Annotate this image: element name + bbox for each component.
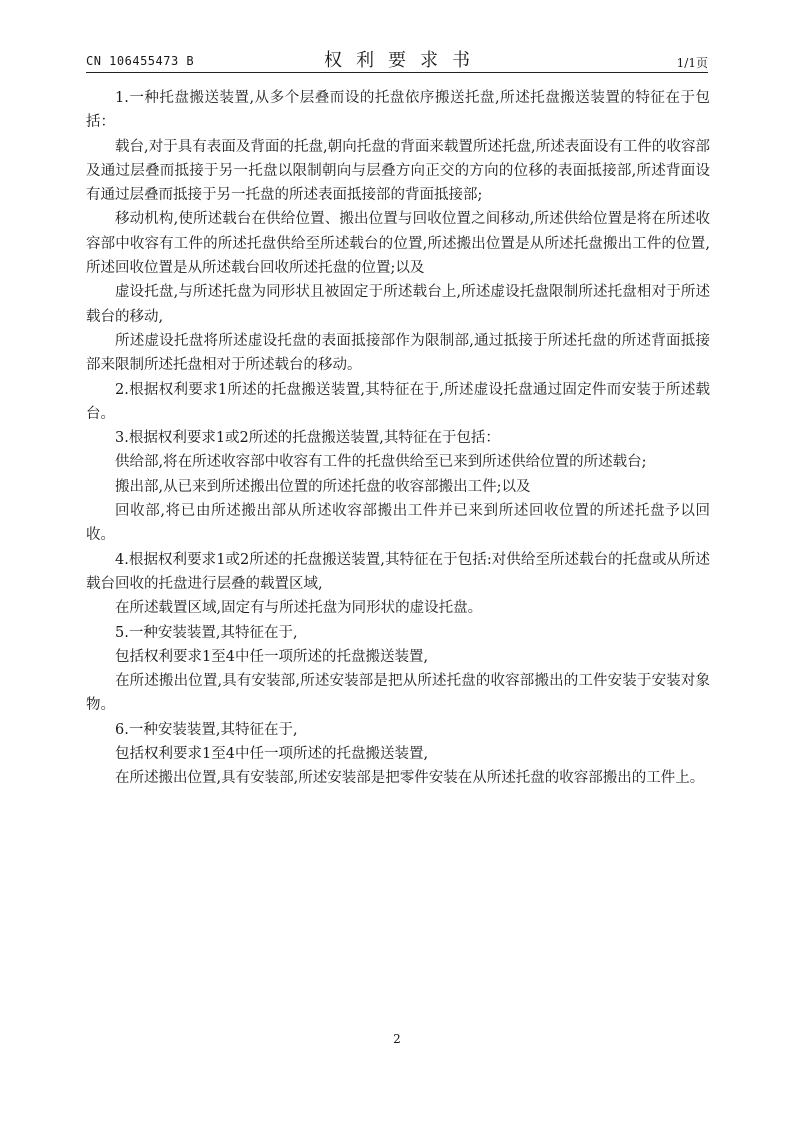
claim-paragraph: 包括权利要求1至4中任一项所述的托盘搬送装置, (115, 648, 429, 665)
claim-paragraph: 4.根据权利要求1或2所述的托盘搬送装置,其特征在于包括:对供给至所述载台的托盘或从所述载台回收的托盘进行层叠的载置区域, (86, 551, 710, 592)
header-divider (86, 72, 708, 73)
claim-paragraph: 载台,对于具有表面及背面的托盘,朝向托盘的背面来载置所述托盘,所述表面设有工件的收容部及通过层叠而抵接于另一托盘以限制朝向与层叠方向正交的方向的位移的表面抵接部,所述背面设有通过层叠而抵接于另一托盘的所述表面抵接部的背面抵接部; (86, 138, 710, 204)
claim-paragraph: 供给部,将在所述收容部中收容有工件的托盘供给至已来到所述供给位置的所述载台; (115, 454, 647, 471)
claim-paragraph: 移动机构,使所述载台在供给位置、搬出位置与回收位置之间移动,所述供给位置是将在所述收容部中收容有工件的所述托盘供给至所述载台的位置,所述搬出位置是从所述托盘搬出工件的位置,所述回收位置是从所述载台回收所述托盘的位置;以及 (86, 211, 710, 277)
page-number: 2 (393, 1032, 401, 1046)
claim-paragraph: 虚设托盘,与所述托盘为同形状且被固定于所述载台上,所述虚设托盘限制所述托盘相对于所述载台的移动, (86, 284, 710, 325)
claim-paragraph: 搬出部,从已来到所述搬出位置的所述托盘的收容部搬出工件;以及 (115, 478, 531, 495)
claim-paragraph: 3.根据权利要求1或2所述的托盘搬送装置,其特征在于包括： (115, 430, 500, 447)
claim-paragraph: 6.一种安装装置,其特征在于, (115, 721, 298, 738)
claim-paragraph: 5.一种安装装置,其特征在于, (115, 624, 298, 641)
patent-number: CN 106455473 B (86, 54, 195, 68)
claim-paragraph: 在所述搬出位置,具有安装部,所述安装部是把零件安装在从所述托盘的收容部搬出的工件上。 (115, 770, 705, 787)
page-header (86, 44, 708, 72)
claims-body (86, 86, 710, 791)
claim-paragraph: 包括权利要求1至4中任一项所述的托盘搬送装置, (115, 746, 429, 763)
page-count: 1/1页 (676, 56, 708, 70)
claim-paragraph: 回收部,将已由所述搬出部从所述收容部搬出工件并已来到所述回收位置的所述托盘予以回收。 (86, 503, 710, 544)
claim-paragraph: 2.根据权利要求1所述的托盘搬送装置,其特征在于,所述虚设托盘通过固定件而安装于所述载台。 (86, 381, 710, 422)
claim-paragraph: 1.一种托盘搬送装置,从多个层叠而设的托盘依序搬送托盘,所述托盘搬送装置的特征在于包括： (86, 90, 710, 131)
claim-paragraph: 在所述搬出位置,具有安装部,所述安装部是把从所述托盘的收容部搬出的工件安装于安装对象物。 (86, 673, 710, 714)
claim-paragraph: 所述虚设托盘将所述虚设托盘的表面抵接部作为限制部,通过抵接于所述托盘的所述背面抵接部来限制所述托盘相对于所述载台的移动。 (86, 332, 710, 374)
claim-paragraph: 在所述载置区域,固定有与所述托盘为同形状的虚设托盘。 (115, 600, 483, 617)
document-title: 权利要求书 (324, 50, 484, 71)
